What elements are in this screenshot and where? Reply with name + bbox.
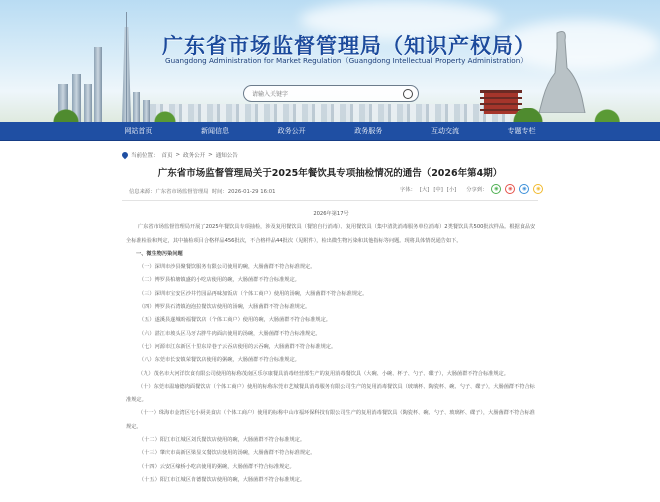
article-tools — [400, 184, 543, 194]
list-item: （八）东莞市长安镇荣餐饮店使用的粥碗，大肠菌群不符合标准规定。 — [139, 357, 300, 364]
article-title: 广东省市场监督管理局关于2025年餐饮具专项抽检情况的通告（2026年第4期） — [157, 168, 503, 179]
breadcrumb-notices[interactable]: 通知公告 — [215, 153, 238, 159]
search-icon[interactable] — [403, 89, 413, 99]
divider — [122, 200, 538, 201]
list-item: （十五）阳江市江城区肯德餐饮店使用的碗，大肠菌群不符合标准规定。 — [139, 476, 306, 483]
nav-item-interaction[interactable]: 互动交流 — [430, 127, 459, 135]
share-label: 分享到： — [466, 187, 488, 193]
time-value: 2026-01-29 16:01 — [227, 189, 276, 195]
list-item: （十一）珠海市金湾区宅小厨美食店（个体工商户）使用的标称中山市福环保科技有限公司生产的复用消毒餐饮具（陶瓷杯、碗、勺子、玻璃杯、碟子），大肠菌群不符合标准规定。 — [126, 410, 535, 430]
location-pin-icon — [121, 151, 129, 159]
five-rams-statue-image — [537, 28, 587, 113]
font-size-medium[interactable]: [中] — [433, 187, 443, 193]
source-label: 信息来源： — [129, 189, 156, 195]
nav-item-topics[interactable]: 专题专栏 — [507, 127, 536, 135]
search-input[interactable] — [252, 88, 397, 100]
font-size-label: 字体： — [400, 187, 416, 193]
list-item: （十四）云安区缘桥小吃店使用的粥碗，大肠菌群不符合标准规定。 — [139, 463, 295, 470]
breadcrumb-separator: > — [208, 152, 213, 158]
breadcrumb — [122, 151, 238, 159]
list-item: （六）湛江市坡头区马牙古胖牛肉面店使用的汤碗，大肠菌群不符合标准规定。 — [139, 330, 321, 337]
list-item: （十）东莞市温瑜德肉面餐饮店（个体工商户）使用的标称东莞市艺城餐具消毒服务有限公司生产的复用消毒餐饮具（玻璃杯、陶瓷杯、碗、勺子、碟子），大肠菌群不符合标准规定。 — [126, 383, 535, 404]
trees-decoration — [0, 108, 660, 122]
intro-paragraph: 广东省市场监督管理局开展了2025年餐饮具专项抽检，涉及复用餐饮具（餐馆自行消毒）、复用餐饮具（集中清洗消毒服务单位消毒）2类餐饮具共500批次样品。根据食品安全标准检验和判定，其中抽检项目合格样品456批次，不合格样品44批次（见附件），检出微生物污染和其他指标等问题。现将具体情况通告如下。 — [126, 224, 536, 244]
list-item: （七）河源市江东新区十里东岸巷子云吞店使用的云吞碗，大肠菌群不符合标准规定。 — [139, 343, 337, 350]
breadcrumb-label: 当前位置： — [131, 153, 159, 159]
main-nav — [0, 122, 660, 141]
nav-item-home[interactable]: 网站首页 — [124, 127, 153, 135]
wechat-icon[interactable]: ◉ — [491, 184, 501, 194]
list-item: （三）深圳市宝安区沙井竹园品再味加饭店（个体工商户）使用的汤碗，大肠菌群不符合标准规定。 — [139, 290, 368, 297]
font-size-small[interactable]: [小] — [446, 187, 457, 193]
time-label: 时间： — [211, 189, 228, 195]
list-item: （五）遂溪县遂城盼福餐饮店（个体工商户）使用的碗，大肠菌群不符合标准规定。 — [139, 317, 331, 324]
article-body — [126, 208, 536, 487]
qzone-icon[interactable]: ◉ — [533, 184, 543, 194]
header-banner — [0, 0, 660, 122]
tower-spire — [126, 12, 127, 122]
breadcrumb-gov-affairs[interactable]: 政务公开 — [183, 153, 206, 159]
list-item: （九）茂名市大河洋饮食有限公司使用的标称茂南区乐尔康餐具消毒经营部生产的复用消毒餐饮具（大碗、小碗、杯子、勺子、碟子），大肠菌群不符合标准规定。 — [138, 370, 509, 377]
list-item: （四）博罗县石湾镇泡泡拉餐饮店使用的汤碗，大肠菌群不符合标准规定。 — [139, 304, 311, 311]
article-meta — [129, 187, 276, 195]
qq-icon[interactable]: ◉ — [519, 184, 529, 194]
nav-item-gov-affairs[interactable]: 政务公开 — [277, 127, 306, 135]
font-size-large[interactable]: [大] — [419, 187, 430, 193]
breadcrumb-home[interactable]: 首页 — [161, 153, 173, 159]
nav-item-news[interactable]: 新闻信息 — [200, 127, 229, 135]
nav-item-services[interactable]: 政务服务 — [354, 127, 383, 135]
breadcrumb-separator: > — [175, 152, 181, 158]
weibo-icon[interactable]: ◉ — [505, 184, 515, 194]
section-heading: 一、微生物污染问题 — [136, 250, 183, 257]
document-number: 2026年第17号 — [313, 211, 349, 217]
search-box[interactable] — [243, 85, 419, 102]
list-item: （二）博罗县柏塘镇盛的小吃店使用的碗，大肠菌群不符合标准规定。 — [139, 277, 300, 284]
list-item: （十二）阳江市江城区刘氏餐饮店使用的碗，大肠菌群不符合标准规定。 — [139, 437, 306, 444]
source-value: 广东省市场监督管理局 — [155, 189, 209, 195]
list-item: （一）深圳市沙县聚餐饮服务有限公司使用的碗，大肠菌群不符合标准规定。 — [139, 264, 316, 271]
list-item: （十三）肇庆市高新区梁显义餐饮店使用的汤碗，大肠菌群不符合标准规定。 — [139, 450, 316, 457]
site-title-english: Guangdong Administration for Market Regulation（Guangdong Intellectual Property Administration） — [165, 56, 528, 65]
site-title: 广东省市场监督管理局（知识产权局） — [162, 34, 536, 58]
